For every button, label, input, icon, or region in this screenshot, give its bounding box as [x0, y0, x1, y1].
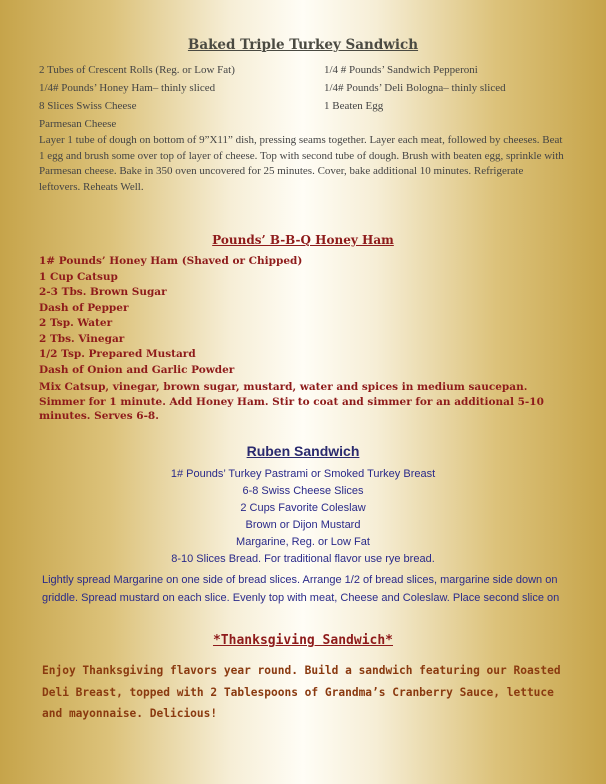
recipe2-directions: Mix Catsup, vinegar, brown sugar, mustard, water and spices in medium saucepan. Simmer for 1 minute. Add Honey Ham. Stir to coat and simmer for an additional 5-10 minutes. Serves 6-8.	[39, 381, 544, 422]
recipe1-title: Baked Triple Turkey Sandwich	[187, 37, 419, 53]
ingredient-item: Margarine, Reg. or Low Fat	[236, 536, 370, 548]
ingredient-item: 2 Tbs. Vinegar	[39, 332, 125, 345]
ingredient-item: 8 Slices Swiss Cheese	[39, 100, 137, 112]
recipe4-title: *Thanksgiving Sandwich*	[212, 633, 393, 648]
ingredient-item: 2 Tsp. Water	[39, 317, 113, 329]
recipe1-directions: Layer 1 tube of dough on bottom of 9”X11” dish, pressing seams together. Layer each meat, followed by cheeses. Beat 1 egg and brush some over top of layer of cheese. Top with second tube of dough. Brush with beaten egg, sprinkle with Parmesan cheese. Bake in 350 oven uncovered for 25 minutes. Cover, bake additional 10 minutes. Refrigerate leftovers. Reheats Well.	[39, 134, 564, 193]
ingredient-item: 1/4# Pounds’ Honey Ham– thinly sliced	[39, 82, 216, 94]
ingredient-item: 1 Beaten Egg	[324, 100, 384, 112]
ingredient-item: Parmesan Cheese	[39, 118, 117, 130]
ingredient-item: 2 Tubes of Crescent Rolls (Reg. or Low Fat)	[39, 64, 235, 76]
recipe3-title: Ruben Sandwich	[246, 443, 360, 459]
ingredient-item: 1# Pounds’ Turkey Pastrami or Smoked Turkey Breast	[170, 468, 436, 480]
ingredient-item: 1/4 # Pounds’ Sandwich Pepperoni	[324, 64, 478, 76]
recipe2-ingredients	[39, 254, 302, 378]
ingredient-item: 2-3 Tbs. Brown Sugar	[39, 286, 167, 298]
ingredient-item: Dash of Pepper	[39, 301, 129, 314]
recipe3-directions: Lightly spread Margarine on one side of bread slices. Arrange 1/2 of bread slices, margarine side down on griddle. Spread mustard on each slice. Evenly top with meat, Cheese and Coleslaw. Place second slice on	[42, 574, 560, 604]
recipe3-ingredients	[0, 466, 606, 568]
ingredient-item: 1# Pounds’ Honey Ham (Shaved or Chipped)	[39, 255, 303, 267]
ingredient-item: 1/4# Pounds’ Deli Bologna– thinly sliced	[324, 82, 506, 94]
ingredient-item: 8-10 Slices Bread. For traditional flavor use rye bread.	[171, 553, 435, 565]
ingredient-item: 1 Cup Catsup	[39, 270, 118, 283]
ingredient-item: Dash of Onion and Garlic Powder	[39, 363, 235, 376]
ingredient-item: 1/2 Tsp. Prepared Mustard	[39, 348, 196, 360]
ingredient-item: 6-8 Swiss Cheese Slices	[242, 485, 364, 497]
ingredient-item: Brown or Dijon Mustard	[245, 519, 361, 531]
ingredient-item: 2 Cups Favorite Coleslaw	[240, 502, 366, 514]
recipe4-body: Enjoy Thanksgiving flavors year round. Build a sandwich featuring our Roasted Deli Breast, topped with 2 Tablespoons of Grandma’s Cranberry Sauce, lettuce and mayonnaise. Delicious!	[42, 664, 561, 720]
recipe1-ingredients-right	[324, 61, 506, 115]
recipe2-title: Pounds’ B-B-Q Honey Ham	[212, 233, 394, 247]
recipe1-ingredients-left	[39, 61, 235, 133]
